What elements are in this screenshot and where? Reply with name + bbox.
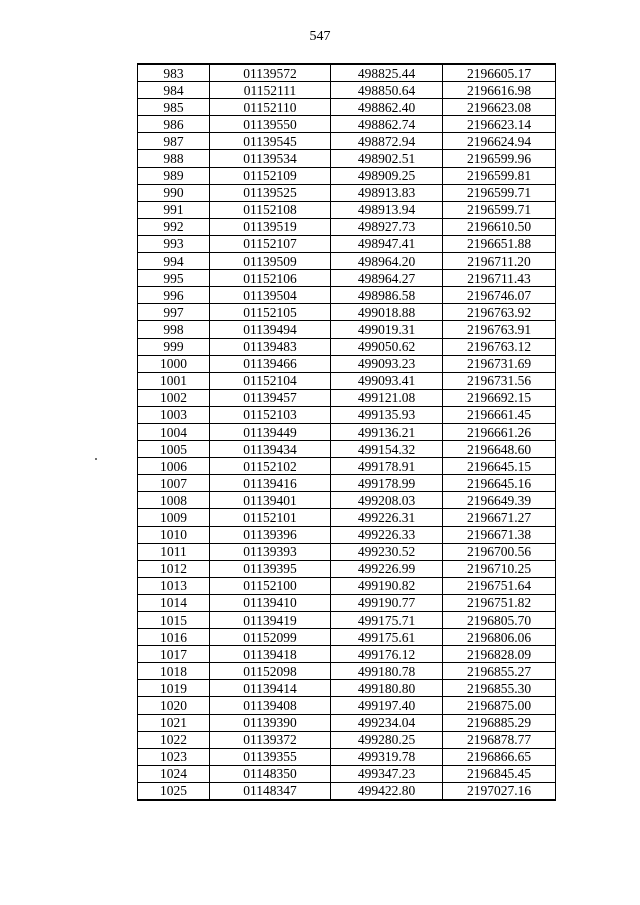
point-id-cell: 01139410	[210, 594, 331, 611]
point-number-cell: 1008	[138, 492, 210, 509]
y-coordinate-cell: 2196661.45	[443, 406, 556, 423]
x-coordinate-cell: 499197.40	[331, 697, 443, 714]
y-coordinate-cell: 2196651.88	[443, 235, 556, 252]
x-coordinate-cell: 498862.40	[331, 99, 443, 116]
table-row	[138, 577, 556, 594]
x-coordinate-cell: 499176.12	[331, 646, 443, 663]
table-row	[138, 235, 556, 252]
table-row	[138, 594, 556, 611]
point-number-cell: 998	[138, 321, 210, 338]
table-row	[138, 321, 556, 338]
y-coordinate-cell: 2196763.92	[443, 304, 556, 321]
y-coordinate-cell: 2196700.56	[443, 543, 556, 560]
point-id-cell: 01152099	[210, 629, 331, 646]
point-number-cell: 983	[138, 64, 210, 82]
point-id-cell: 01152103	[210, 406, 331, 423]
coordinates-table-body	[138, 64, 556, 800]
y-coordinate-cell: 2196648.60	[443, 441, 556, 458]
x-coordinate-cell: 499175.71	[331, 612, 443, 629]
x-coordinate-cell: 499050.62	[331, 338, 443, 355]
table-row	[138, 99, 556, 116]
table-row	[138, 116, 556, 133]
point-number-cell: 1017	[138, 646, 210, 663]
y-coordinate-cell: 2196692.15	[443, 389, 556, 406]
x-coordinate-cell: 499208.03	[331, 492, 443, 509]
point-id-cell: 01139414	[210, 680, 331, 697]
point-id-cell: 01139355	[210, 748, 331, 765]
table-row	[138, 680, 556, 697]
table-row	[138, 406, 556, 423]
y-coordinate-cell: 2196605.17	[443, 64, 556, 82]
point-number-cell: 986	[138, 116, 210, 133]
table-row	[138, 782, 556, 800]
point-id-cell: 01152105	[210, 304, 331, 321]
coordinates-table	[137, 63, 556, 801]
point-number-cell: 994	[138, 253, 210, 270]
x-coordinate-cell: 499422.80	[331, 782, 443, 800]
y-coordinate-cell: 2196746.07	[443, 287, 556, 304]
x-coordinate-cell: 499180.80	[331, 680, 443, 697]
point-id-cell: 01139572	[210, 64, 331, 82]
table-row	[138, 389, 556, 406]
x-coordinate-cell: 499190.82	[331, 577, 443, 594]
point-number-cell: 1022	[138, 731, 210, 748]
point-id-cell: 01152102	[210, 458, 331, 475]
x-coordinate-cell: 499226.99	[331, 560, 443, 577]
table-row	[138, 201, 556, 218]
y-coordinate-cell: 2196616.98	[443, 82, 556, 99]
point-number-cell: 999	[138, 338, 210, 355]
point-id-cell: 01139545	[210, 133, 331, 150]
point-number-cell: 1009	[138, 509, 210, 526]
point-number-cell: 1019	[138, 680, 210, 697]
y-coordinate-cell: 2196763.12	[443, 338, 556, 355]
y-coordinate-cell: 2196599.81	[443, 167, 556, 184]
y-coordinate-cell: 2196624.94	[443, 133, 556, 150]
stray-mark	[95, 458, 97, 460]
y-coordinate-cell: 2196731.56	[443, 372, 556, 389]
point-id-cell: 01152108	[210, 201, 331, 218]
y-coordinate-cell: 2196645.16	[443, 475, 556, 492]
y-coordinate-cell: 2196751.64	[443, 577, 556, 594]
x-coordinate-cell: 499136.21	[331, 423, 443, 440]
x-coordinate-cell: 499190.77	[331, 594, 443, 611]
point-number-cell: 990	[138, 184, 210, 201]
y-coordinate-cell: 2196875.00	[443, 697, 556, 714]
table-row	[138, 458, 556, 475]
point-id-cell: 01139519	[210, 218, 331, 235]
x-coordinate-cell: 498825.44	[331, 64, 443, 82]
x-coordinate-cell: 498947.41	[331, 235, 443, 252]
x-coordinate-cell: 499018.88	[331, 304, 443, 321]
y-coordinate-cell: 2196623.08	[443, 99, 556, 116]
table-row	[138, 748, 556, 765]
x-coordinate-cell: 499230.52	[331, 543, 443, 560]
point-number-cell: 1021	[138, 714, 210, 731]
table-row	[138, 338, 556, 355]
point-id-cell: 01152111	[210, 82, 331, 99]
point-id-cell: 01152098	[210, 663, 331, 680]
table-row	[138, 253, 556, 270]
point-id-cell: 01139401	[210, 492, 331, 509]
point-id-cell: 01139504	[210, 287, 331, 304]
table-row	[138, 167, 556, 184]
table-row	[138, 543, 556, 560]
point-id-cell: 01139525	[210, 184, 331, 201]
table-row	[138, 287, 556, 304]
point-id-cell: 01148347	[210, 782, 331, 800]
point-number-cell: 997	[138, 304, 210, 321]
x-coordinate-cell: 499175.61	[331, 629, 443, 646]
x-coordinate-cell: 499019.31	[331, 321, 443, 338]
table-row	[138, 82, 556, 99]
y-coordinate-cell: 2196751.82	[443, 594, 556, 611]
point-id-cell: 01152107	[210, 235, 331, 252]
point-number-cell: 992	[138, 218, 210, 235]
y-coordinate-cell: 2196671.38	[443, 526, 556, 543]
table-row	[138, 663, 556, 680]
x-coordinate-cell: 498909.25	[331, 167, 443, 184]
table-row	[138, 423, 556, 440]
table-row	[138, 509, 556, 526]
x-coordinate-cell: 498986.58	[331, 287, 443, 304]
y-coordinate-cell: 2196671.27	[443, 509, 556, 526]
point-id-cell: 01139483	[210, 338, 331, 355]
y-coordinate-cell: 2196711.43	[443, 270, 556, 287]
point-number-cell: 1025	[138, 782, 210, 800]
x-coordinate-cell: 498872.94	[331, 133, 443, 150]
point-number-cell: 1018	[138, 663, 210, 680]
y-coordinate-cell: 2196645.15	[443, 458, 556, 475]
point-number-cell: 1023	[138, 748, 210, 765]
x-coordinate-cell: 499135.93	[331, 406, 443, 423]
table-row	[138, 150, 556, 167]
table-row	[138, 270, 556, 287]
point-id-cell: 01139550	[210, 116, 331, 133]
point-id-cell: 01139449	[210, 423, 331, 440]
x-coordinate-cell: 498964.20	[331, 253, 443, 270]
table-row	[138, 372, 556, 389]
x-coordinate-cell: 499178.99	[331, 475, 443, 492]
point-number-cell: 1015	[138, 612, 210, 629]
table-row	[138, 492, 556, 509]
x-coordinate-cell: 498862.74	[331, 116, 443, 133]
y-coordinate-cell: 2196711.20	[443, 253, 556, 270]
point-id-cell: 01139419	[210, 612, 331, 629]
table-row	[138, 64, 556, 82]
y-coordinate-cell: 2196610.50	[443, 218, 556, 235]
point-number-cell: 1012	[138, 560, 210, 577]
point-id-cell: 01139457	[210, 389, 331, 406]
table-row	[138, 629, 556, 646]
point-number-cell: 989	[138, 167, 210, 184]
table-row	[138, 526, 556, 543]
y-coordinate-cell: 2196828.09	[443, 646, 556, 663]
x-coordinate-cell: 499121.08	[331, 389, 443, 406]
point-number-cell: 1010	[138, 526, 210, 543]
table-row	[138, 304, 556, 321]
x-coordinate-cell: 499226.33	[331, 526, 443, 543]
page-number: 547	[309, 29, 331, 44]
table-row	[138, 475, 556, 492]
table-row	[138, 646, 556, 663]
x-coordinate-cell: 499280.25	[331, 731, 443, 748]
y-coordinate-cell: 2196599.71	[443, 201, 556, 218]
y-coordinate-cell: 2196710.25	[443, 560, 556, 577]
point-id-cell: 01139372	[210, 731, 331, 748]
table-row	[138, 765, 556, 782]
x-coordinate-cell: 499093.41	[331, 372, 443, 389]
point-id-cell: 01139509	[210, 253, 331, 270]
y-coordinate-cell: 2196623.14	[443, 116, 556, 133]
y-coordinate-cell: 2197027.16	[443, 782, 556, 800]
y-coordinate-cell: 2196878.77	[443, 731, 556, 748]
table-row	[138, 560, 556, 577]
point-number-cell: 1016	[138, 629, 210, 646]
point-number-cell: 1024	[138, 765, 210, 782]
y-coordinate-cell: 2196763.91	[443, 321, 556, 338]
point-id-cell: 01139494	[210, 321, 331, 338]
point-number-cell: 996	[138, 287, 210, 304]
table-row	[138, 218, 556, 235]
table-row	[138, 355, 556, 372]
point-id-cell: 01139408	[210, 697, 331, 714]
y-coordinate-cell: 2196885.29	[443, 714, 556, 731]
table-row	[138, 441, 556, 458]
x-coordinate-cell: 499154.32	[331, 441, 443, 458]
point-number-cell: 1003	[138, 406, 210, 423]
point-id-cell: 01139396	[210, 526, 331, 543]
point-number-cell: 985	[138, 99, 210, 116]
x-coordinate-cell: 498850.64	[331, 82, 443, 99]
y-coordinate-cell: 2196731.69	[443, 355, 556, 372]
point-id-cell: 01139534	[210, 150, 331, 167]
point-number-cell: 1011	[138, 543, 210, 560]
point-number-cell: 1013	[138, 577, 210, 594]
table-row	[138, 133, 556, 150]
point-id-cell: 01139418	[210, 646, 331, 663]
x-coordinate-cell: 499178.91	[331, 458, 443, 475]
y-coordinate-cell: 2196599.96	[443, 150, 556, 167]
x-coordinate-cell: 498927.73	[331, 218, 443, 235]
point-number-cell: 1004	[138, 423, 210, 440]
point-number-cell: 1002	[138, 389, 210, 406]
x-coordinate-cell: 499093.23	[331, 355, 443, 372]
point-number-cell: 988	[138, 150, 210, 167]
point-id-cell: 01139434	[210, 441, 331, 458]
y-coordinate-cell: 2196806.06	[443, 629, 556, 646]
x-coordinate-cell: 499347.23	[331, 765, 443, 782]
x-coordinate-cell: 499234.04	[331, 714, 443, 731]
point-number-cell: 1000	[138, 355, 210, 372]
table-row	[138, 731, 556, 748]
point-id-cell: 01152109	[210, 167, 331, 184]
point-id-cell: 01139416	[210, 475, 331, 492]
point-number-cell: 1005	[138, 441, 210, 458]
point-id-cell: 01152100	[210, 577, 331, 594]
table-row	[138, 714, 556, 731]
point-number-cell: 1020	[138, 697, 210, 714]
x-coordinate-cell: 499226.31	[331, 509, 443, 526]
y-coordinate-cell: 2196599.71	[443, 184, 556, 201]
x-coordinate-cell: 498964.27	[331, 270, 443, 287]
x-coordinate-cell: 498913.94	[331, 201, 443, 218]
point-number-cell: 1014	[138, 594, 210, 611]
point-id-cell: 01152110	[210, 99, 331, 116]
y-coordinate-cell: 2196649.39	[443, 492, 556, 509]
point-id-cell: 01139466	[210, 355, 331, 372]
x-coordinate-cell: 498902.51	[331, 150, 443, 167]
point-number-cell: 1001	[138, 372, 210, 389]
point-number-cell: 1007	[138, 475, 210, 492]
point-id-cell: 01139395	[210, 560, 331, 577]
y-coordinate-cell: 2196661.26	[443, 423, 556, 440]
x-coordinate-cell: 499180.78	[331, 663, 443, 680]
point-number-cell: 995	[138, 270, 210, 287]
point-id-cell: 01152101	[210, 509, 331, 526]
x-coordinate-cell: 498913.83	[331, 184, 443, 201]
y-coordinate-cell: 2196805.70	[443, 612, 556, 629]
y-coordinate-cell: 2196855.30	[443, 680, 556, 697]
point-id-cell: 01152106	[210, 270, 331, 287]
table-row	[138, 184, 556, 201]
point-id-cell: 01139390	[210, 714, 331, 731]
point-number-cell: 984	[138, 82, 210, 99]
point-number-cell: 987	[138, 133, 210, 150]
point-number-cell: 993	[138, 235, 210, 252]
point-number-cell: 991	[138, 201, 210, 218]
y-coordinate-cell: 2196845.45	[443, 765, 556, 782]
point-id-cell: 01139393	[210, 543, 331, 560]
x-coordinate-cell: 499319.78	[331, 748, 443, 765]
table-row	[138, 697, 556, 714]
point-id-cell: 01148350	[210, 765, 331, 782]
y-coordinate-cell: 2196866.65	[443, 748, 556, 765]
point-number-cell: 1006	[138, 458, 210, 475]
y-coordinate-cell: 2196855.27	[443, 663, 556, 680]
table-row	[138, 612, 556, 629]
point-id-cell: 01152104	[210, 372, 331, 389]
